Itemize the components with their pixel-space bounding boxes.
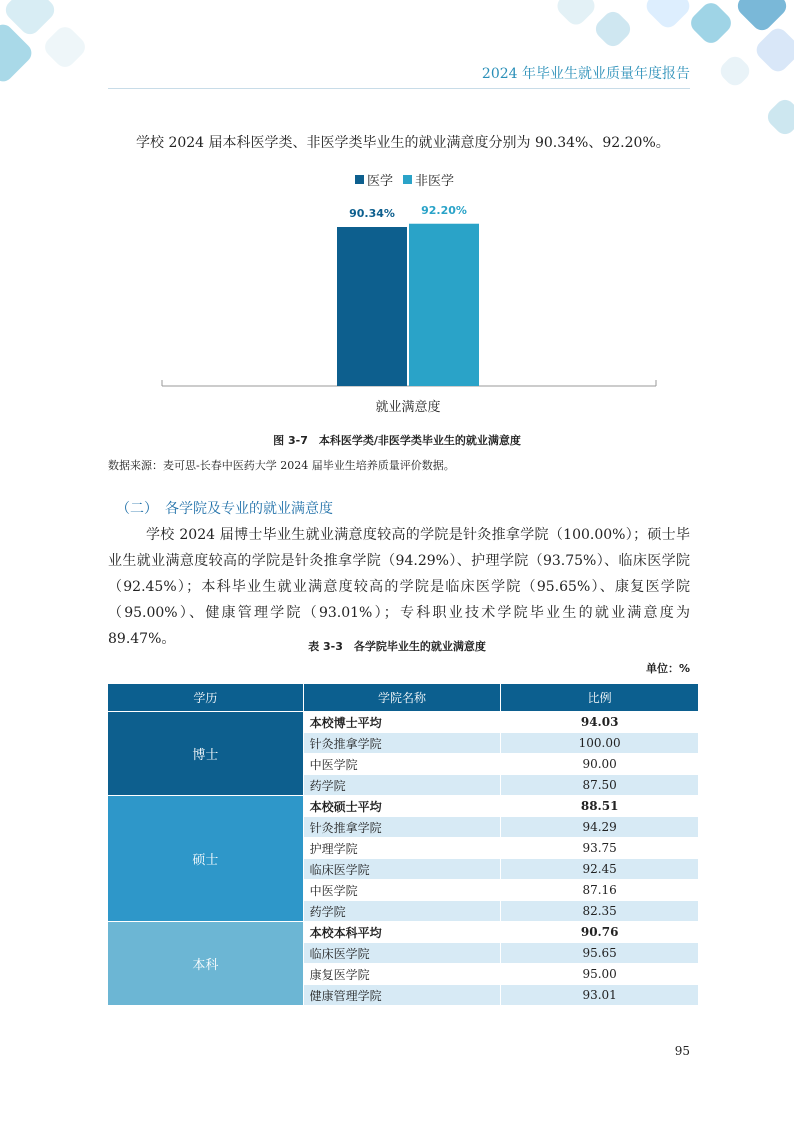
table-row <box>108 796 699 817</box>
ratio-cell: 94.29 <box>501 817 699 838</box>
column-header: 学历 <box>108 684 304 712</box>
college-name-cell: 健康管理学院 <box>303 985 501 1006</box>
college-name-cell: 临床医学院 <box>303 859 501 880</box>
section-heading: （二） 各学院及专业的就业满意度 <box>116 501 333 517</box>
ratio-cell: 93.01 <box>501 985 699 1006</box>
ratio-cell: 94.03 <box>501 712 699 733</box>
ratio-cell: 100.00 <box>501 733 699 754</box>
degree-level-cell: 本科 <box>108 922 304 1006</box>
table-header-row <box>108 684 699 712</box>
bar-medical <box>337 227 407 386</box>
section-paragraph: 学校 2024 届博士毕业生就业满意度较高的学院是针灸推拿学院（100.00%）；硕士毕业生就业满意度较高的学院是针灸推拿学院（94.29%）、护理学院（93.75%）、临床医学院（92.45%）；本科毕业生就业满意度较高的学院是临床医学院（95.65%）、康复医学院（95.00%）、健康管理学院（93.01%）；专科职业技术学院毕业生的就业满意度为 89.47%。 <box>108 527 690 647</box>
ratio-cell: 82.35 <box>501 901 699 922</box>
x-axis-category-label: 就业满意度 <box>375 400 441 415</box>
college-name-cell: 康复医学院 <box>303 964 501 985</box>
figure-caption: 图 3-7 本科医学类/非医学类毕业生的就业满意度 <box>273 434 521 447</box>
legend-label: 非医学 <box>415 174 455 189</box>
ratio-cell: 95.65 <box>501 943 699 964</box>
ratio-cell: 87.16 <box>501 880 699 901</box>
college-name-cell: 本校硕士平均 <box>303 796 501 817</box>
college-name-cell: 药学院 <box>303 901 501 922</box>
degree-level-cell: 博士 <box>108 712 304 796</box>
ratio-cell: 88.51 <box>501 796 699 817</box>
column-header: 学院名称 <box>303 684 501 712</box>
report-header-title: 2024 年毕业生就业质量年度报告 <box>481 66 690 82</box>
college-name-cell: 中医学院 <box>303 880 501 901</box>
college-name-cell: 本校本科平均 <box>303 922 501 943</box>
college-name-cell: 中医学院 <box>303 754 501 775</box>
college-name-cell: 临床医学院 <box>303 943 501 964</box>
bar-non-medical <box>409 224 479 386</box>
table-caption: 表 3-3 各学院毕业生的就业满意度 <box>308 640 486 653</box>
ratio-cell: 95.00 <box>501 964 699 985</box>
column-header: 比例 <box>501 684 699 712</box>
table-row <box>108 922 699 943</box>
bar-value-label-non-medical: 92.20% <box>421 203 467 217</box>
college-name-cell: 本校博士平均 <box>303 712 501 733</box>
ratio-cell: 93.75 <box>501 838 699 859</box>
ratio-cell: 92.45 <box>501 859 699 880</box>
ratio-cell: 90.76 <box>501 922 699 943</box>
satisfaction-table <box>107 683 699 1006</box>
college-name-cell: 针灸推拿学院 <box>303 817 501 838</box>
legend-label: 医学 <box>367 174 394 189</box>
college-name-cell: 药学院 <box>303 775 501 796</box>
page-number: 95 <box>674 1044 690 1058</box>
ratio-cell: 90.00 <box>501 754 699 775</box>
data-source-note: 数据来源：麦可思-长春中医药大学 2024 届毕业生培养质量评价数据。 <box>108 459 455 472</box>
table-unit: 单位：% <box>645 662 690 675</box>
college-name-cell: 针灸推拿学院 <box>303 733 501 754</box>
intro-paragraph: 学校 2024 届本科医学类、非医学类毕业生的就业满意度分别为 90.34%、92.20%。 <box>136 135 670 151</box>
college-name-cell: 护理学院 <box>303 838 501 859</box>
table-row <box>108 712 699 733</box>
ratio-cell: 87.50 <box>501 775 699 796</box>
bar-value-label-medical: 90.34% <box>349 207 395 220</box>
degree-level-cell: 硕士 <box>108 796 304 922</box>
